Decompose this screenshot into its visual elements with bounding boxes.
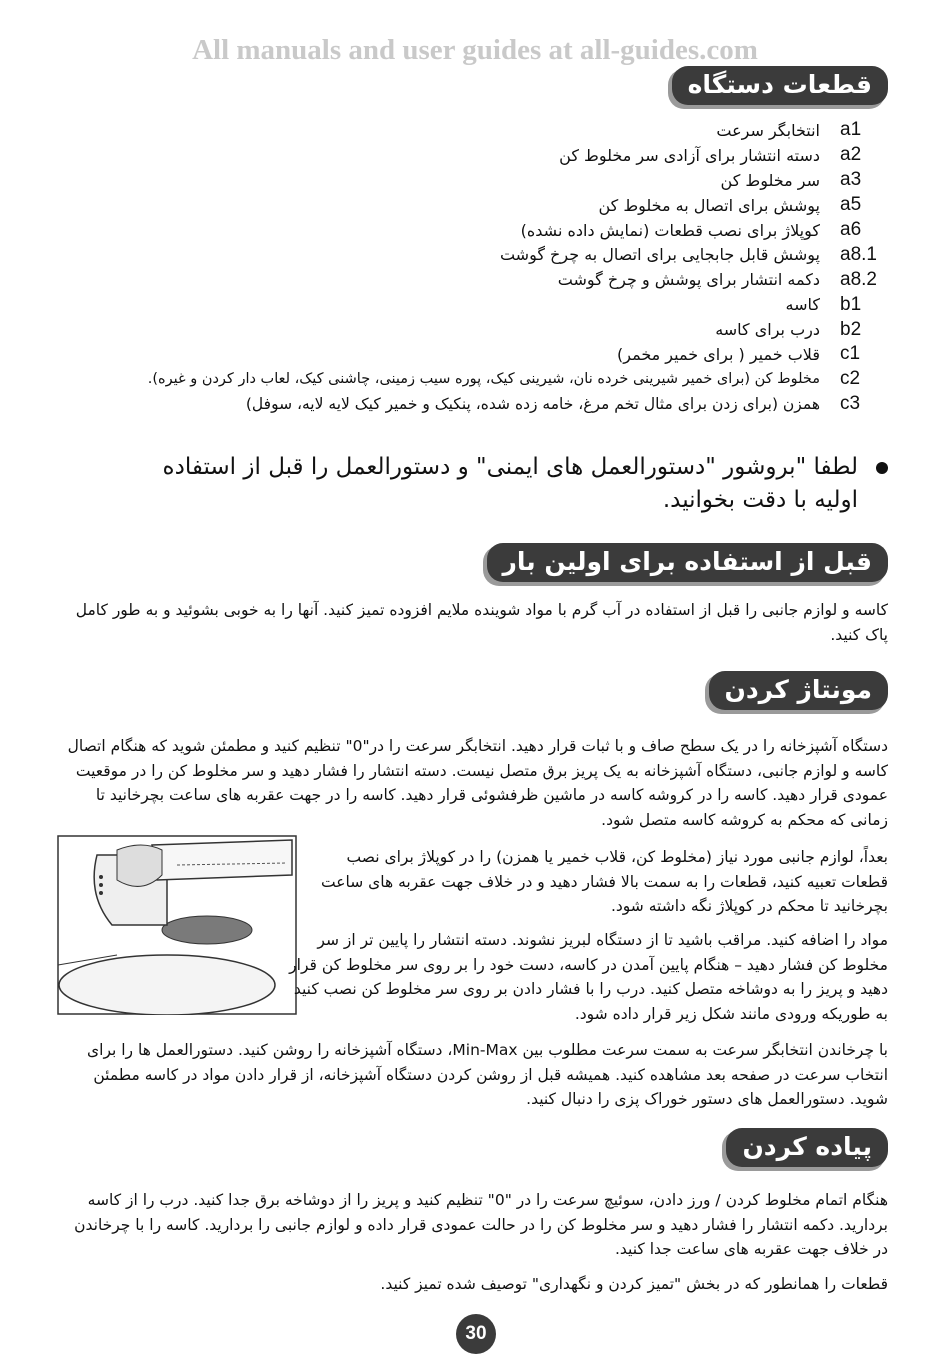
page-number: 30 [456,1314,496,1354]
parts-heading: قطعات دستگاه [672,66,888,105]
disassembly-heading: پیاده کردن [726,1128,888,1167]
note-line-2: اولیه با دقت بخوانید. [662,487,858,513]
part-row [48,317,888,342]
first-use-heading: قبل از استفاده برای اولین بار [487,543,888,582]
part-code: a1 [840,119,862,141]
part-code: a3 [840,169,862,191]
part-row [48,342,888,367]
part-text: سر مخلوط کن [720,170,820,190]
assembly-paragraph-3: مواد را اضافه کنید. مراقب باشید تا از دستگاه لبریز نشوند. دسته انتشار را پایین تر از سر مخلوط کن فشار دهید – هنگام پایین آمدن در کاسه، دست خود را بر روی سر مخلوط کن قرار دهید و پریز را به دوشاخه متصل کنید. درب را با فشار دادن بر روی سر مخلوط کن نصب کنید به طوریکه ورودی مانند شکل زیر قرار داده شود. [289,931,888,1023]
part-text: قلاب خمیر ( برای خمیر مخمر) [617,344,820,364]
assembly-paragraph-2: بعداً، لوازم جانبی مورد نیاز (مخلوط کن، قلاب خمیر یا همزن) را در کوپلاژ برای نصب قطعات تعبیه کنید، قطعات را به سمت بالا فشار دهید و در خلاف جهت عقربه های ساعت بچرخانید تا محکم در کوپلاژ نگه داشته شود. [321,848,888,915]
assembly-paragraph-4: با چرخاندن انتخابگر سرعت به سمت سرعت مطلوب بین Min-Max، دستگاه آشپزخانه را روشن کنید. دستورالعمل ها را برای انتخاب سرعت در صفحه بعد مشاهده کنید. همیشه قبل از روشن کردن دستگاه آشپزخانه، از قرار دادن مواد در کاسه مطمئن شوید. دستورالعمل های دستور خوراک پزی را دنبال کنید. [87,1041,888,1108]
part-code: b1 [840,293,862,315]
part-code: a5 [840,194,862,216]
part-text: پوشش برای اتصال به مخلوط کن [598,195,820,215]
part-row [48,267,888,292]
part-row [48,242,888,267]
part-text: انتخابگر سرعت [716,120,820,140]
parts-list [48,118,888,417]
note-line-1 [58,451,888,484]
part-text: کوپلاژ برای نصب قطعات (نمایش داده نشده) [520,220,820,240]
part-row [48,392,888,417]
part-code: c2 [840,368,861,390]
part-text: همزن (برای زدن برای مثال تخم مرغ، خامه زده شده، پنکیک و خمیر کیک لایه لایه، سوفل) [245,395,820,414]
part-code: c1 [840,343,861,365]
part-text: دکمه انتشار برای پوشش و چرخ گوشت [557,270,820,290]
disassembly-paragraph-2: قطعات را همانطور که در بخش "تمیز کردن و نگهداری" توصیف شده تمیز کنید. [380,1275,888,1293]
watermark: All manuals and user guides at all-guides.com [192,34,758,66]
part-text: درب برای کاسه [715,320,820,340]
part-text: دسته انتشار برای آزادی سر مخلوط کن [559,145,820,165]
part-code: a8.2 [840,268,877,290]
first-use-paragraph: کاسه و لوازم جانبی را قبل از استفاده در آب گرم با مواد شوینده ملایم افزوده تمیز کنید. آنها را به خوبی بشوئید و به طور کامل پاک کنید. [75,601,888,644]
assembly-heading: مونتاژ کردن [709,671,889,710]
part-text: مخلوط کن (برای خمیر شیرینی خرده نان، شیرینی کیک، پوره سیب زمینی، چاشنی کیک، لعاب دار کردن و غیره). [147,371,820,388]
part-code: a6 [840,219,862,240]
part-text: کاسه [785,295,820,315]
mixer-illustration [57,835,297,1015]
safety-note [58,451,888,517]
part-row [48,143,888,168]
part-row [48,367,888,392]
part-text: پوشش قابل جابجایی برای اتصال به چرخ گوشت [499,245,820,265]
part-row [48,193,888,218]
assembly-paragraph-1: دستگاه آشپزخانه را در یک سطح صاف و با ثبات قرار دهید. انتخابگر سرعت را در"0" تنظیم کنید و مطمئن شوید که هنگام اتصال کاسه و لوازم جانبی، دستگاه آشپزخانه به یک پریز برق متصل نیست. دسته انتشار را فشار دهید و سر مخلوط کن را در موقعیت عمودی قرار دهید. کاسه را در کروشه کاسه در ماشین ظرفشوئی قرار دهید. کاسه را در جهت عقربه های ساعت بچرخانید تا زمانی که محکم به کروشه کاسه متصل شود. [67,737,888,829]
part-code: a2 [840,144,862,166]
part-code: c3 [840,393,861,415]
bullet-icon [876,462,888,474]
note-text-1: لطفا "بروشور "دستورالعمل های ایمنی" و دستورالعمل را قبل از استفاده [162,454,858,480]
part-code: a8.1 [840,243,877,265]
part-row [48,218,888,243]
disassembly-paragraph-1: هنگام اتمام مخلوط کردن / ورز دادن، سوئیچ سرعت را در "0" تنظیم کنید و پریز را از دوشاخه برق جدا کنید. درب را از کاسه بردارید. دکمه انتشار را فشار دهید و سر مخلوط کن را در حالت عمودی قرار داده و لوازم جانبی را بردارید. کاسه را با چرخاندن در خلاف جهت عقربه های ساعت جدا کنید. [74,1191,888,1258]
part-row [48,168,888,193]
part-code: b2 [840,318,862,340]
part-row [48,292,888,317]
part-row [48,118,888,143]
